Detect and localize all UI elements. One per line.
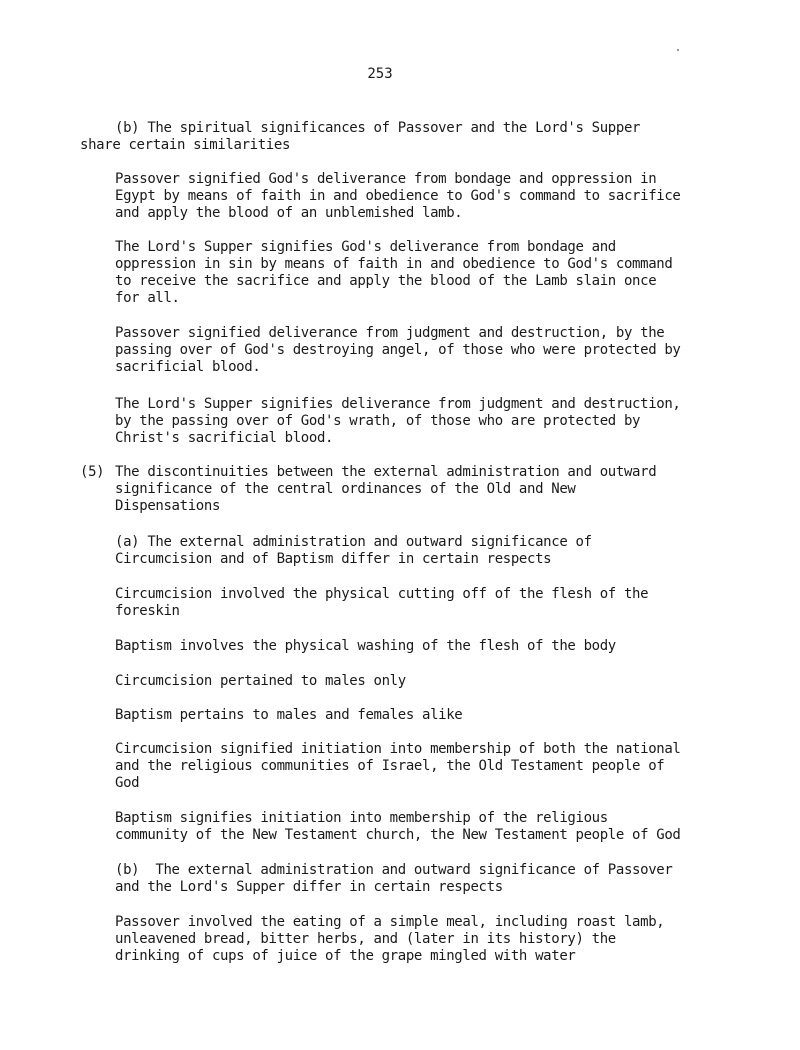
page-number: 253 [367,66,393,82]
paragraph-passover-meal: Passover involved the eating of a simple meal, including roast lamb, unleavened bread, bitter herbs, and (later in its history) the drinking of cups of juice of the grape mingled with water [115,914,665,964]
heading-line: share certain similarities [80,137,291,153]
section-number: (5) [80,464,105,480]
section-heading-discontinuities: The discontinuities between the external administration and outward significance of the central ordinances of the Old and New Dispensations [115,464,657,514]
paragraph-passover-judgment: Passover signified deliverance from judgment and destruction, by the passing over of God's destroying angel, of those who were protected by sacrificial blood. [115,325,681,375]
paragraph-circumcision-males: Circumcision pertained to males only [115,673,406,689]
scan-speck [677,49,679,51]
paragraph-baptism-washing: Baptism involves the physical washing of the flesh of the body [115,638,616,654]
paragraph-baptism-initiation: Baptism signifies initiation into membership of the religious community of the New Testament church, the New Testament people of God [115,810,681,843]
paragraph-baptism-males-females: Baptism pertains to males and females alike [115,707,463,723]
numbered-section-5 [0,464,800,516]
paragraph-passover-deliverance-egypt: Passover signified God's deliverance from bondage and oppression in Egypt by means of faith in and obedience to God's command to sacrifice and apply the blood of an unblemished lamb. [115,171,681,221]
paragraph-circumcision-cutting: Circumcision involved the physical cutting off of the flesh of the foreskin [115,586,649,619]
paragraph-supper-deliverance-sin: The Lord's Supper signifies God's deliverance from bondage and oppression in sin by means of faith in and obedience to God's command to receive the sacrifice and apply the blood of the Lamb slain once for all. [115,239,673,306]
paragraph-circumcision-baptism-differ: (a) The external administration and outward significance of Circumcision and of Baptism differ in certain respects [115,534,592,567]
paragraph-circumcision-initiation: Circumcision signified initiation into membership of both the national and the religious communities of Israel, the Old Testament people of God [115,741,681,791]
heading-line: (b) The spiritual significances of Passover and the Lord's Supper [115,120,641,136]
paragraph-passover-supper-similarities-heading [80,120,641,154]
paragraph-passover-supper-differ: (b) The external administration and outward significance of Passover and the Lord's Supper differ in certain respects [115,862,673,895]
paragraph-supper-judgment: The Lord's Supper signifies deliverance from judgment and destruction, by the passing over of God's wrath, of those who are protected by Christ's sacrificial blood. [115,396,681,446]
